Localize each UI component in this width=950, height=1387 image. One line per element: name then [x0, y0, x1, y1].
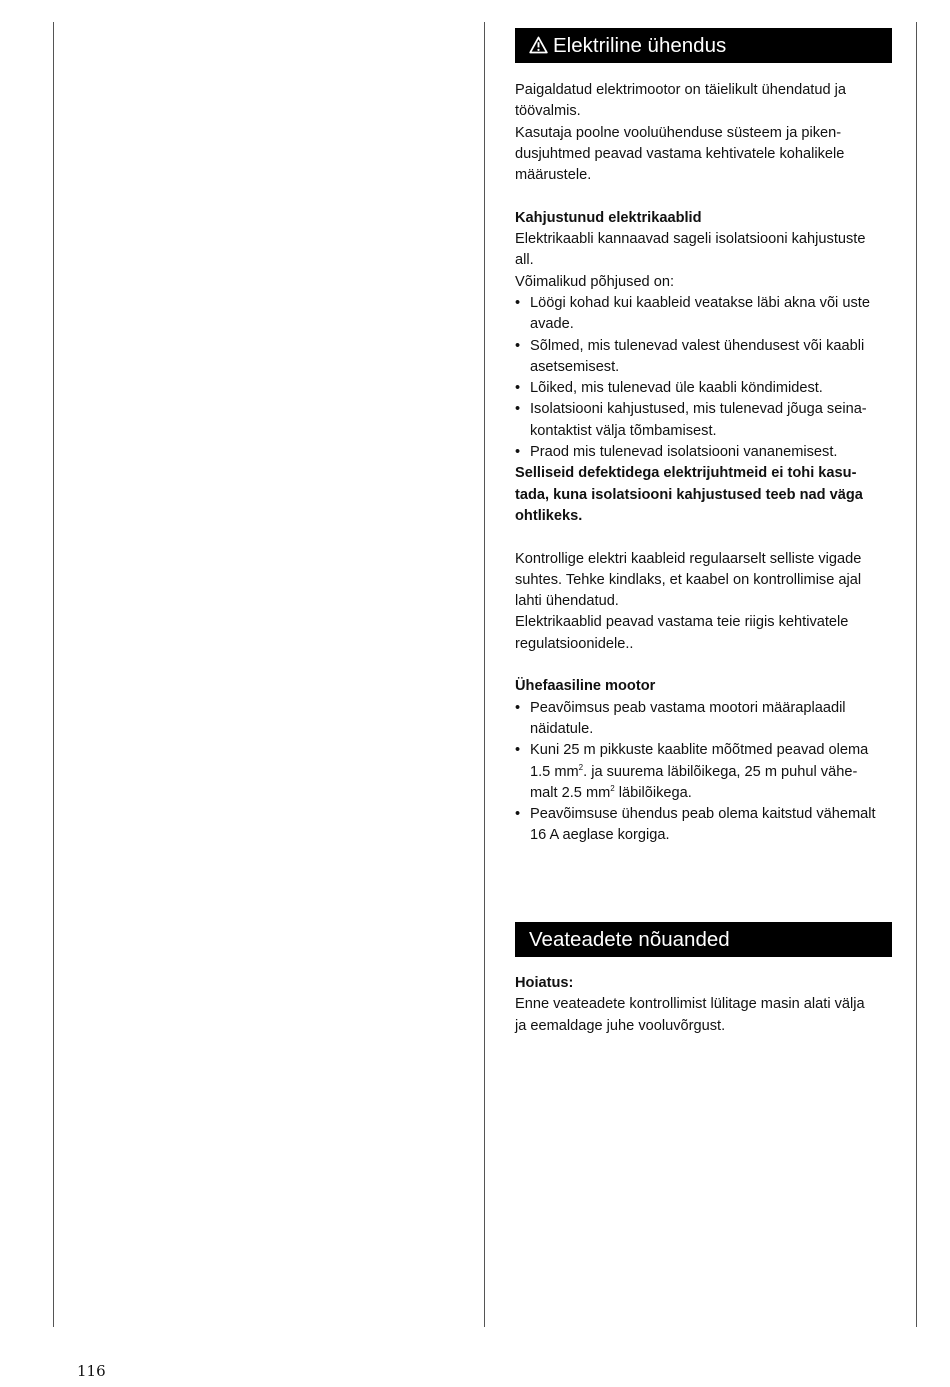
- list-item: • Isolatsiooni kahjustused, mis tulenevad jõuga seina- kontaktist välja tõmbamisest.: [515, 399, 892, 442]
- body-line: Kontrollige elektri kaableid regulaarselt selliste vigade: [515, 550, 862, 567]
- list-item: • Löögi kohad kui kaableid veatakse läbi akna või uste avade.: [515, 293, 892, 336]
- body-line: töövalmis.: [515, 103, 581, 120]
- section-header-electrical-connection: [515, 28, 892, 63]
- body-line: Enne veateadete kontrollimist lülitage masin alati välja: [515, 996, 865, 1013]
- section-title: Veateadete nõuanded: [529, 928, 730, 951]
- section-body-troubleshooting: [515, 973, 892, 1037]
- body-line: regulatsioonidele..: [515, 635, 634, 652]
- warning-triangle-icon: [529, 30, 548, 65]
- body-line: dusjuhtmed peavad vastama kehtivatele kohalikele: [515, 145, 845, 162]
- section-title: Elektriline ühendus: [553, 34, 727, 57]
- list-item: • Praod mis tulenevad isolatsiooni vananemisest.: [515, 442, 892, 463]
- body-line: lahti ühendatud.: [515, 593, 619, 610]
- body-line: Elektrikaabli kannaavad sageli isolatsiooni kahjustuste: [515, 231, 866, 248]
- column-divider-line: [484, 22, 485, 1327]
- left-border-line: [53, 22, 54, 1327]
- list-item: • Kuni 25 m pikkuste kaablite mõõtmed peavad olema 1.5 $mm^2$. ja suurema läbilõikega, 25 m puhul vähe- malt 2.5 $mm^2$ läbilõikega.: [515, 740, 892, 804]
- section-body-electrical-connection: [515, 80, 892, 847]
- body-line: määrustele.: [515, 167, 592, 184]
- list-item: • Lõiked, mis tulenevad üle kaabli köndimidest.: [515, 378, 892, 399]
- warning-text-line: Selliseid defektidega elektrijuhtmeid ei tohi kasu-: [515, 465, 857, 482]
- body-line: all.: [515, 252, 534, 269]
- body-line: ja eemaldage juhe vooluvõrgust.: [515, 1017, 726, 1034]
- section-header-troubleshooting: [515, 922, 892, 957]
- warning-label: Hoiatus:: [515, 975, 574, 991]
- body-line: Kasutaja poolne vooluühenduse süsteem ja piken-: [515, 124, 842, 141]
- body-line: Elektrikaablid peavad vastama teie riigis kehtivatele: [515, 614, 849, 631]
- right-border-line: [916, 22, 917, 1327]
- subheading-damaged-cables: Kahjustunud elektrikaablid: [515, 209, 702, 226]
- single-phase-list: [515, 698, 892, 847]
- body-line: Paigaldatud elektrimootor on täielikult ühendatud ja: [515, 82, 847, 98]
- body-line: suhtes. Tehke kindlaks, et kaabel on kontrollimise ajal: [515, 571, 862, 588]
- body-line: Võimalikud põhjused on:: [515, 273, 675, 290]
- list-item: • Sõlmed, mis tulenevad valest ühendusest või kaabli asetsemisest.: [515, 336, 892, 379]
- page-number: 116: [77, 1362, 106, 1380]
- list-item: • Peavõimsus peab vastama mootori määraplaadil näidatule.: [515, 698, 892, 741]
- warning-text-line: tada, kuna isolatsiooni kahjustused teeb nad väga: [515, 486, 863, 503]
- damage-causes-list: [515, 293, 892, 463]
- subheading-single-phase-motor: Ühefaasiline mootor: [515, 678, 656, 695]
- list-item: • Peavõimsuse ühendus peab olema kaitstud vähemalt 16 A aeglase korgiga.: [515, 804, 892, 847]
- warning-text-line: ohtlikeks.: [515, 507, 583, 524]
